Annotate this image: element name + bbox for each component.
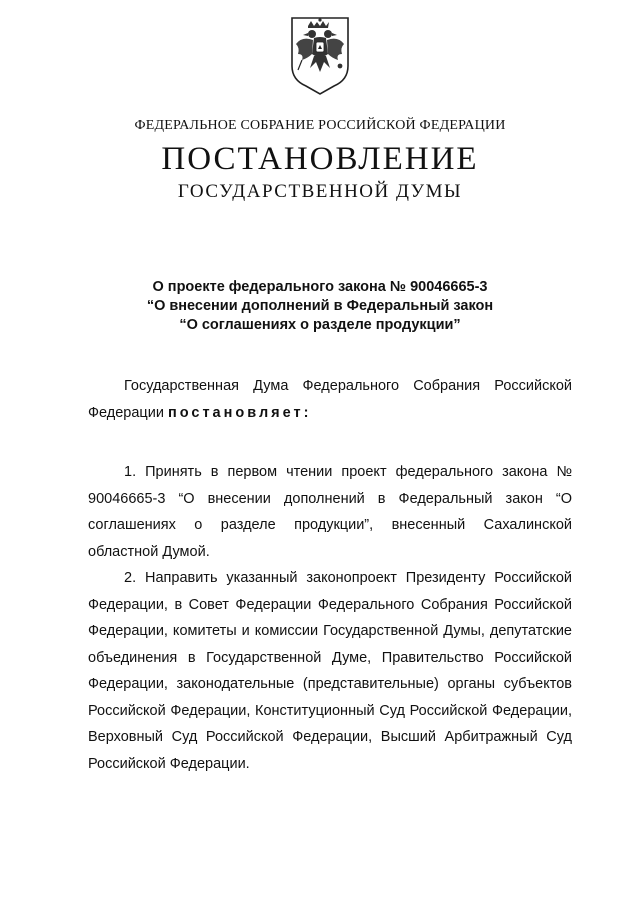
organization-name: ФЕДЕРАЛЬНОЕ СОБРАНИЕ РОССИЙСКОЙ ФЕДЕРАЦИИ (134, 118, 506, 133)
resolution-items (88, 459, 572, 777)
russian-coat-of-arms-icon (288, 14, 352, 96)
resolution-item-1: 1. Принять в первом чтении проект федерального закона № 90046665-3 “О внесении дополнений в Федеральный закон “О соглашениях о разделе продукции”, внесенный Сахалинской областной Думой. (88, 464, 572, 560)
preamble (88, 373, 572, 426)
document-subject (0, 278, 640, 335)
preamble-text: Государственная Дума Федерального Собрания Российской Федерации (88, 378, 572, 421)
subject-line-1: О проекте федерального закона № 90046665-3 (152, 279, 488, 295)
preamble-verb: постановляет: (167, 404, 312, 421)
document-issuer: ГОСУДАРСТВЕННОЙ ДУМЫ (177, 181, 463, 202)
document-type-title: ПОСТАНОВЛЕНИЕ (161, 141, 479, 177)
subject-line-3: “О соглашениях о разделе продукции” (179, 317, 461, 333)
subject-line-2: “О внесении дополнений в Федеральный закон (146, 298, 494, 314)
resolution-item-2: 2. Направить указанный законопроект Президенту Российской Федерации, в Совет Федерации Федерального Собрания Российской Федерации, комитеты и комиссии Государственной Думы, депутатские объединения в Государственной Думе, Правительство Российской Федерации, законодательные (представительные) органы субъектов Российской Федерации, Конституционный Суд Российской Федерации, Верховный Суд Российской Федерации, Высший Арбитражный Суд Российской Федерации. (88, 570, 572, 772)
